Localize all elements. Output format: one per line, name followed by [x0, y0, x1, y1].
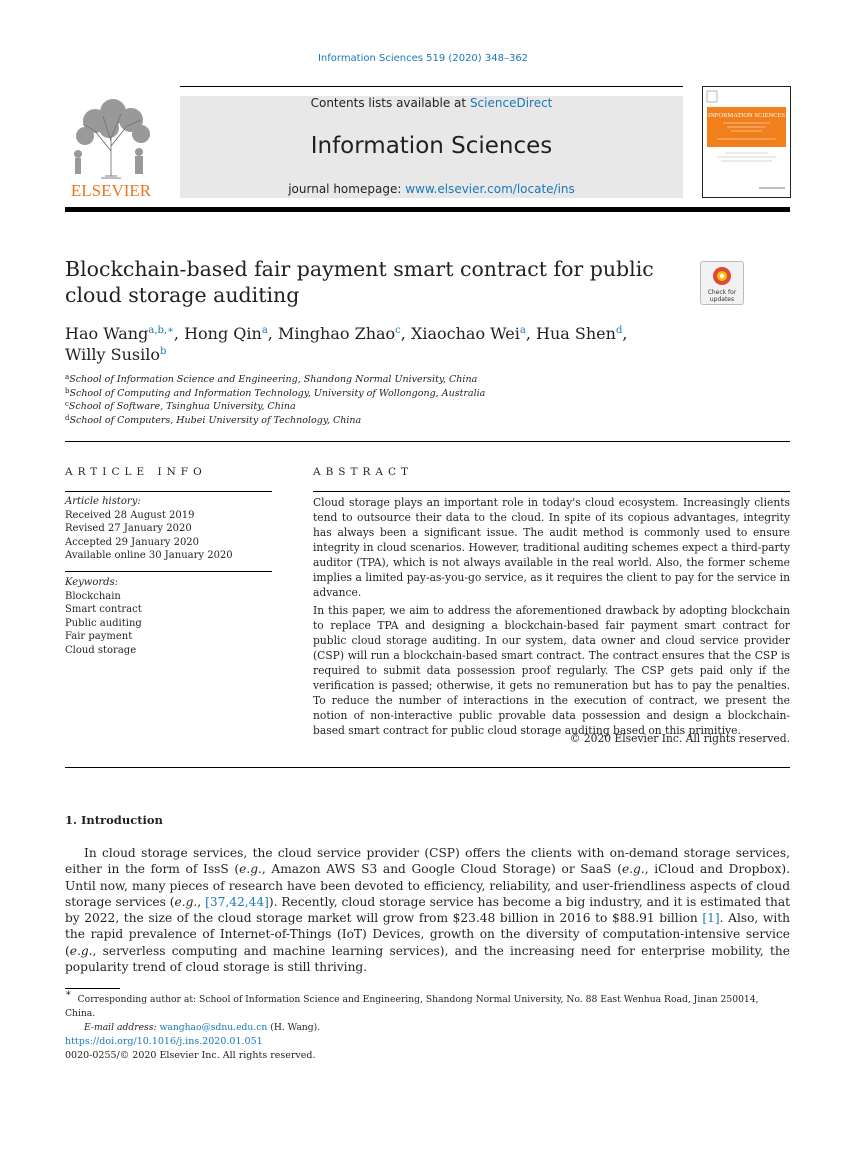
article-info-heading: ARTICLE INFO [65, 466, 207, 478]
affiliation-item: $^a$School of Information Science and Engineering, Shandong Normal University, China [65, 373, 478, 385]
author-name[interactable]: Hua Shen [536, 324, 616, 343]
keyword-item: Fair payment [65, 631, 133, 642]
history-item: Available online 30 January 2020 [65, 550, 233, 561]
section-rule [65, 441, 790, 442]
keywords-rule [65, 571, 272, 572]
author-affiliation-mark[interactable]: c [395, 325, 401, 336]
affiliation-item: $^b$School of Computing and Information Technology, University of Wollongong, Australia [65, 386, 486, 399]
keyword-item: Smart contract [65, 604, 142, 615]
history-item: Accepted 29 January 2020 [65, 536, 200, 548]
svg-text:Check for: Check for [707, 289, 737, 296]
keyword-list [65, 576, 272, 657]
author-list [65, 323, 705, 365]
svg-text:ELSEVIER: ELSEVIER [70, 181, 152, 199]
svg-text:updates: updates [709, 296, 735, 303]
elsevier-logo [65, 96, 157, 199]
author-affiliation-mark[interactable]: a [519, 325, 526, 336]
contents-availability: Contents lists available at ScienceDirect [310, 96, 553, 110]
citation-link[interactable]: [37,42,44] [205, 894, 269, 909]
history-item: Revised 27 January 2020 [65, 523, 192, 534]
journal-cover-icon [703, 87, 790, 197]
elsevier-tree-icon [65, 96, 157, 199]
homepage-link[interactable]: www.elsevier.com/locate/ins [405, 182, 575, 196]
check-updates-icon [701, 262, 743, 304]
doi-block [65, 1035, 316, 1063]
author-affiliation-mark[interactable]: a [261, 325, 268, 336]
author-name[interactable]: Hao Wang [65, 324, 149, 343]
journal-cover-thumbnail [702, 86, 791, 198]
affiliation-item: $^d$School of Computers, Hubei University of Technology, China [65, 413, 362, 426]
doi-link[interactable]: https://doi.org/10.1016/j.ins.2020.01.051 [65, 1036, 263, 1047]
journal-name: Information Sciences [310, 133, 553, 159]
history-item: Received 28 August 2019 [65, 509, 195, 521]
author-email-link[interactable]: wanghao@sdnu.edu.cn [159, 1022, 268, 1033]
abstract-copyright: © 2020 Elsevier Inc. All rights reserved. [569, 732, 790, 745]
abstract-heading: ABSTRACT [313, 466, 414, 478]
footnote-rule [65, 988, 120, 989]
author-affiliation-mark[interactable]: d [615, 325, 623, 336]
section-title-introduction: 1. Introduction [65, 813, 163, 827]
keyword-item-label: Keywords: [65, 577, 119, 588]
keyword-item: Blockchain [65, 590, 121, 602]
author-separator: , [267, 324, 278, 343]
article-info-rule [65, 491, 272, 492]
journal-homepage: journal homepage: www.elsevier.com/locate/ins [288, 182, 575, 196]
keyword-item: Public auditing [65, 617, 142, 629]
introduction-paragraph: In cloud storage services, the cloud service provider (CSP) offers the clients with on-demand storage services, either in the form of IssS (e.g., Amazon AWS S3 and Google Cloud Storage) or SaaS (e.g., iCloud and Dropbox). Until now, many pieces of research have been devoted to efficiency, reliability, and user-friendliness aspects of cloud storage services (e.g., [37,42,44]). Recently, cloud storage service has become a big industry, and it is estimated that by 2022, the size of the cloud storage market will grow from $23.48 billion in 2016 to $88.91 billion [1]. Also, with the rapid prevalence of Internet-of-Things (IoT) Devices, growth on the diversity of computation-intensive service (e.g., serverless computing and machine learning services), and the increasing need for enterprise mobility, the popularity trend of cloud storage is still thriving. [65, 846, 791, 975]
affiliation-item: $^c$School of Software, Tsinghua University, China [65, 400, 296, 412]
abstract-paragraph: Cloud storage plays an important role in today's cloud ecosystem. Increasingly clients tend to outsource their data to the cloud. In spite of its copious advantages, integrity has always been a significant issue. The audit method is commonly used to ensure integrity in cloud scenarios. However, traditional auditing schemes expect a third-party auditor (TPA), which is not always available in the real world. Also, the former scheme implies a limited pay-as-you-go service, as it requires the client to pay for the service in advance. [313, 496, 790, 599]
issn-line: 0020-0255/© 2020 Elsevier Inc. All rights reserved. [65, 1050, 316, 1061]
author-affiliation-mark[interactable]: b [159, 346, 167, 357]
corresponding-author-footnote: ∗ Corresponding author at: School of Information Science and Engineering, Shandong Normal University, No. 88 East Wenhua Road, Jinan 250014, China. E-mail address: wanghao@sdnu.edu.cn (H. Wang). [65, 988, 759, 1033]
paper-title: Blockchain-based fair payment smart contract for public cloud storage auditing [65, 257, 654, 307]
header-top-rule [180, 86, 683, 87]
svg-text:INFORMATION SCIENCES: INFORMATION SCIENCES [707, 112, 786, 119]
author-name[interactable]: Hong Qin [184, 324, 262, 343]
keyword-item: Cloud storage [65, 644, 137, 656]
author-name[interactable]: Xiaochao Wei [410, 324, 520, 343]
abstract-end-rule [65, 767, 790, 768]
author-name[interactable]: Minghao Zhao [277, 324, 396, 343]
journal-citation[interactable]: Information Sciences 519 (2020) 348–362 [317, 53, 529, 64]
check-for-updates-badge[interactable] [700, 261, 744, 305]
abstract-rule [313, 491, 790, 492]
author-separator: , [622, 324, 628, 343]
abstract-body [313, 495, 790, 741]
citation-link[interactable]: [1] [702, 911, 720, 926]
author-name[interactable]: Willy Susilo [65, 345, 160, 364]
history-item-label: Article history: [65, 496, 141, 507]
author-separator: , [400, 324, 411, 343]
author-separator: , [525, 324, 537, 343]
sciencedirect-link[interactable]: ScienceDirect [469, 96, 553, 110]
author-affiliation-mark[interactable]: a,b,∗ [148, 325, 174, 336]
header-thick-rule [65, 207, 790, 212]
abstract-paragraph: In this paper, we aim to address the aforementioned drawback by adopting blockchain to replace TPA and designing a blockchain-based fair payment smart contract for public cloud storage auditing. In our system, data owner and cloud service provider (CSP) will run a blockchain-based smart contract. The contract ensures that the CSP is required to submit data possession proof regularly. The CSP gets paid only if the verification is passed; otherwise, it gets no remuneration but has to pay the penalties. To reduce the number of interactions in the execution of contract, we present the notion of non-interactive public provable data possession and design a blockchain-based smart contract for public cloud storage auditing based on this primitive. [313, 604, 790, 737]
article-history [65, 495, 272, 563]
affiliation-list [65, 373, 705, 427]
author-separator: , [173, 324, 185, 343]
